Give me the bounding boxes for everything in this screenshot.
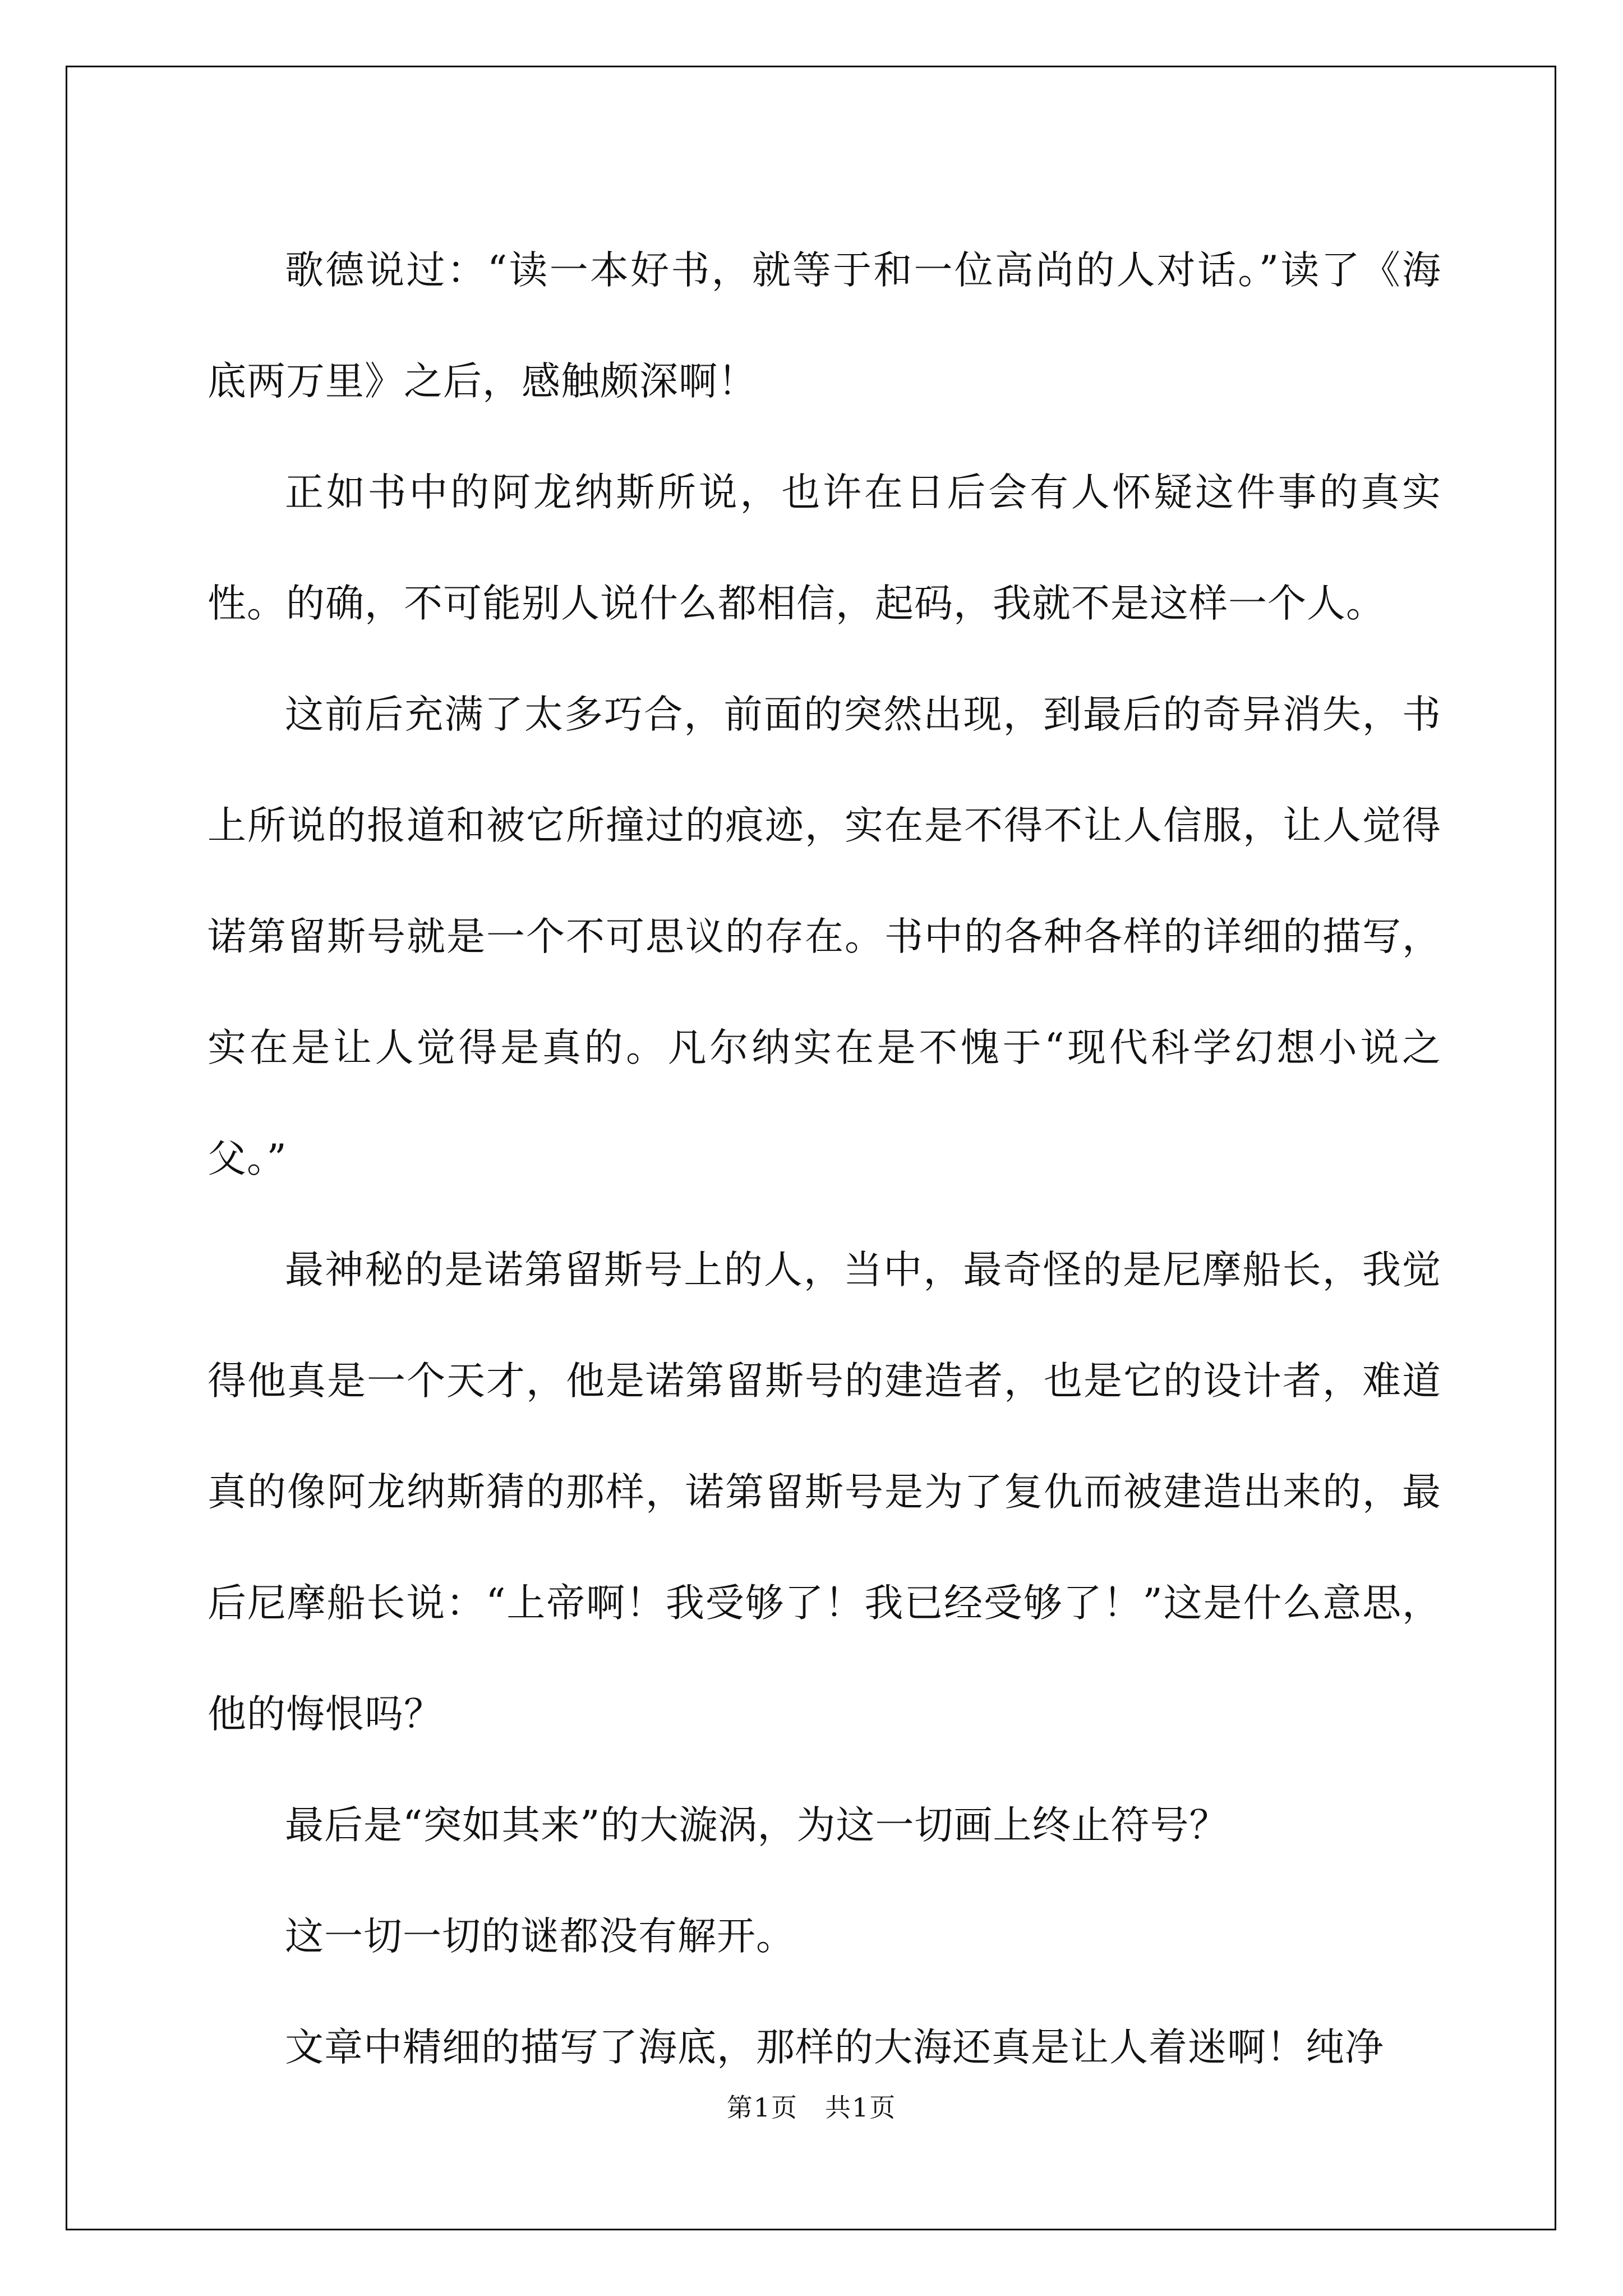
paragraph-5: 最后是“突如其来”的大漩涡，为这一切画上终止符号？ <box>285 1803 1229 1848</box>
paragraph-1: 歌德说过：“读一本好书，就等于和一位高尚的人对话。”读了《海底两万里》之后，感触颇深啊！ <box>208 248 1441 404</box>
page-footer: 第1页 共1页 <box>726 2092 897 2123</box>
document-body <box>208 215 1441 2103</box>
paragraph-6: 这一切一切的谜都没有解开。 <box>285 1914 795 1959</box>
paragraph-3: 这前后充满了太多巧合，前面的突然出现，到最后的奇异消失，书上所说的报道和被它所撞过的痕迹，实在是不得不让人信服，让人觉得诺第留斯号就是一个不可思议的存在。书中的各种各样的详细的描写，实在是让人觉得是真的。凡尔纳实在是不愧于“现代科学幻想小说之父。” <box>208 692 1441 1181</box>
paragraph-2: 正如书中的阿龙纳斯所说，也许在日后会有人怀疑这件事的真实性。的确，不可能别人说什么都相信，起码，我就不是这样一个人。 <box>208 470 1441 626</box>
paragraph-7: 文章中精细的描写了海底，那样的大海还真是让人着迷啊！纯净 <box>285 2025 1384 2070</box>
paragraph-4: 最神秘的是诺第留斯号上的人，当中，最奇怪的是尼摩船长，我觉得他真是一个天才，他是诺第留斯号的建造者，也是它的设计者，难道真的像阿龙纳斯猜的那样，诺第留斯号是为了复仇而被建造出来的，最后尼摩船长说：“上帝啊！我受够了！我已经受够了！”这是什么意思，他的悔恨吗？ <box>208 1248 1441 1737</box>
